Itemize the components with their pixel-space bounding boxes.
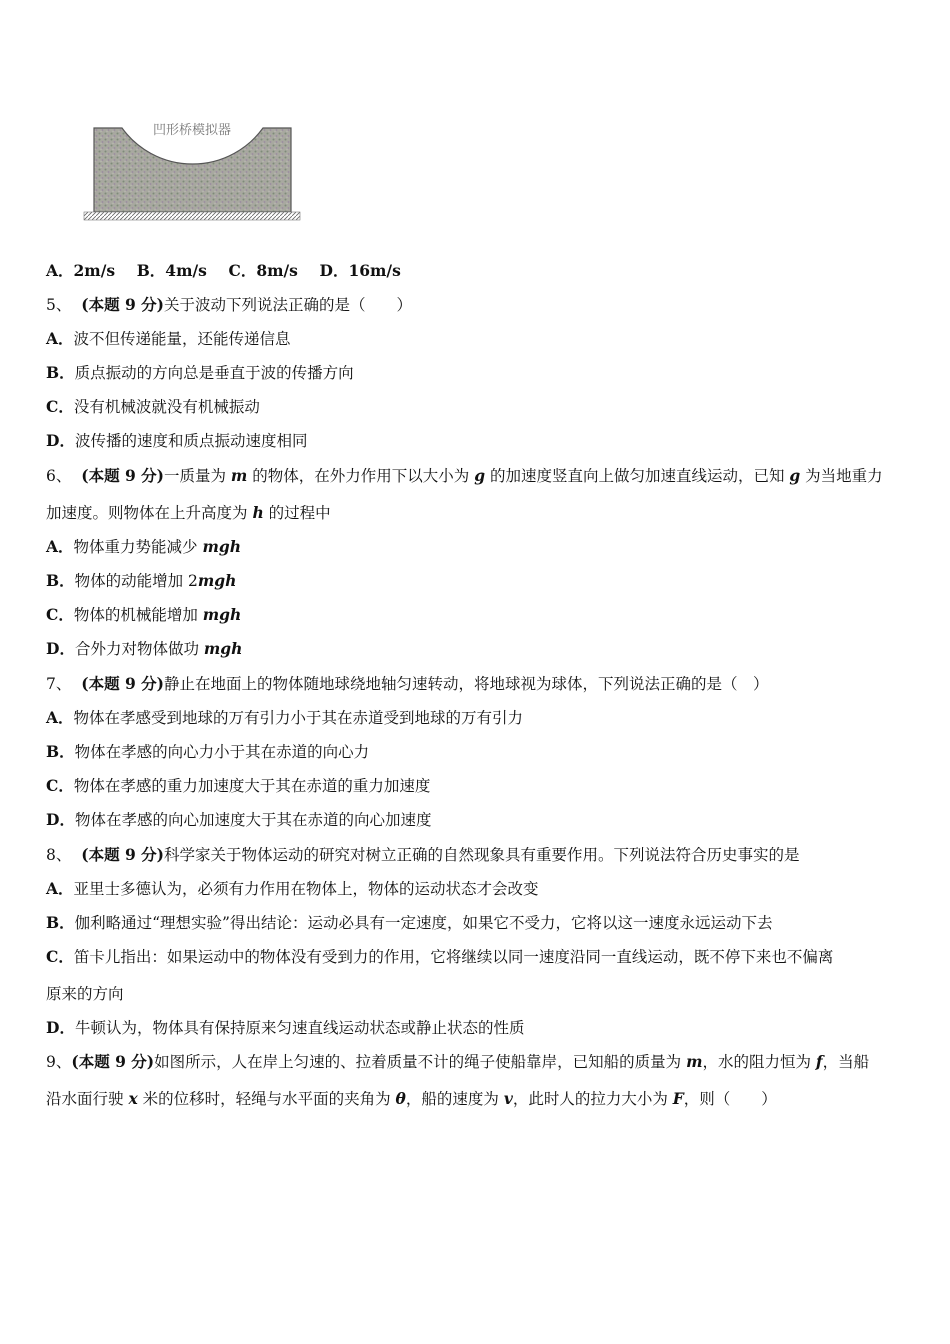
q5-option-d: D．波传播的速度和质点振动速度相同	[46, 431, 308, 450]
q5-stem: 5、 (本题 9 分)关于波动下列说法正确的是（ ）	[46, 295, 412, 314]
q5-option-a: A．波不但传递能量，还能传递信息	[46, 329, 291, 348]
q8-stem: 8、 (本题 9 分)科学家关于物体运动的研究对树立正确的自然现象具有重要作用。下列说法符合历史事实的是	[46, 845, 800, 864]
q8-option-d: D．牛顿认为，物体具有保持原来匀速直线运动状态或静止状态的性质	[46, 1018, 525, 1037]
q8-option-c-line2: 原来的方向	[46, 985, 124, 1003]
q8-option-b: B．伽利略通过“理想实验”得出结论：运动必具有一定速度，如果它不受力，它将以这一速度永远运动下去	[46, 913, 773, 932]
q4-option-a: A．2m/s	[46, 261, 116, 280]
bridge-block	[94, 128, 291, 212]
ground-hatch	[84, 212, 300, 220]
q6-option-a: A．物体重力势能减少 mgh	[46, 537, 241, 556]
q7-stem: 7、 (本题 9 分)静止在地面上的物体随地球绕地轴匀速转动，将地球视为球体，下列说法正确的是（ ）	[46, 674, 769, 693]
figure-label: 凹形桥模拟器	[152, 123, 232, 138]
q4-option-c: C．8m/s	[228, 261, 298, 280]
q4-options-row	[46, 261, 401, 281]
q7-option-d: D．物体在孝感的向心加速度大于其在赤道的向心加速度	[46, 810, 432, 829]
q9-stem-line2: 沿水面行驶 x 米的位移时，轻绳与水平面的夹角为 θ，船的速度为 v，此时人的拉力大小为 F，则（ ）	[46, 1089, 777, 1108]
q9-stem-line1: 9、(本题 9 分)如图所示，人在岸上匀速的、拉着质量不计的绳子使船靠岸，已知船的质量为 m，水的阻力恒为 f，当船	[46, 1052, 870, 1071]
q7-option-b: B．物体在孝感的向心力小于其在赤道的向心力	[46, 742, 370, 761]
q6-option-b: B．物体的动能增加 2mgh	[46, 571, 237, 590]
q6-option-c: C．物体的机械能增加 mgh	[46, 605, 242, 624]
q8-option-a: A．亚里士多德认为，必须有力作用在物体上，物体的运动状态才会改变	[46, 879, 539, 898]
q8-option-c-line1: C．笛卡儿指出：如果运动中的物体没有受到力的作用，它将继续以同一速度沿同一直线运动，既不停下来也不偏离	[46, 947, 834, 966]
q7-option-a: A．物体在孝感受到地球的万有引力小于其在赤道受到地球的万有引力	[46, 708, 524, 727]
q5-option-c: C．没有机械波就没有机械振动	[46, 397, 260, 416]
q6-option-d: D．合外力对物体做功 mgh	[46, 639, 243, 658]
q7-option-c: C．物体在孝感的重力加速度大于其在赤道的重力加速度	[46, 776, 431, 795]
q4-option-b: B．4m/s	[136, 261, 207, 280]
q4-option-d: D．16m/s	[319, 261, 401, 280]
concave-bridge-figure	[80, 120, 305, 225]
q6-stem-line1: 6、 (本题 9 分)一质量为 m 的物体，在外力作用下以大小为 g 的加速度竖直向上做匀加速直线运动，已知 g 为当地重力	[46, 466, 883, 485]
q6-stem-line2: 加速度。则物体在上升高度为 h 的过程中	[46, 503, 331, 522]
q5-option-b: B．质点振动的方向总是垂直于波的传播方向	[46, 363, 354, 382]
